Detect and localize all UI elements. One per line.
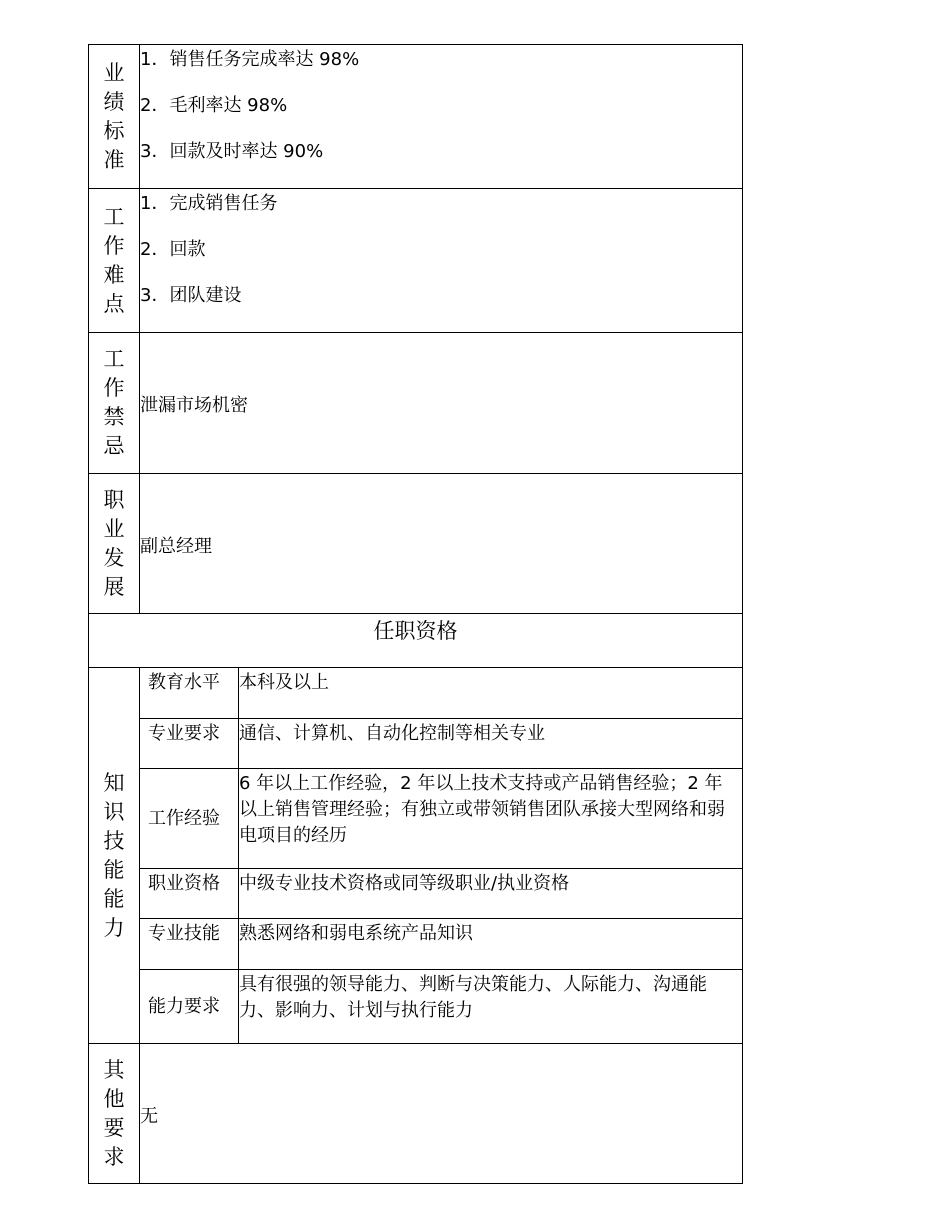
difficulties-items bbox=[140, 189, 742, 332]
career-value: 副总经理 bbox=[140, 535, 212, 557]
other-label: 其他要求 bbox=[103, 1057, 125, 1169]
skills-row-label: 专业要求 bbox=[140, 719, 239, 768]
other-row bbox=[89, 1043, 742, 1183]
performance-label: 业绩标准 bbox=[103, 60, 125, 172]
other-value: 无 bbox=[140, 1105, 158, 1127]
skills-table bbox=[140, 668, 742, 1043]
skills-table-row bbox=[140, 718, 742, 768]
performance-item: 1．销售任务完成率达 98% bbox=[140, 49, 360, 70]
career-row bbox=[89, 473, 742, 613]
skills-row-value: 通信、计算机、自动化控制等相关专业 bbox=[239, 723, 545, 744]
skills-label-cell bbox=[89, 668, 140, 1043]
other-label-cell bbox=[89, 1044, 140, 1183]
taboos-value-cell bbox=[140, 333, 742, 473]
performance-label-cell bbox=[89, 45, 140, 188]
difficulties-label-cell bbox=[89, 189, 140, 332]
other-value-cell bbox=[140, 1044, 742, 1183]
skills-row-label: 工作经验 bbox=[140, 769, 239, 868]
performance-item: 2．毛利率达 98% bbox=[140, 95, 288, 116]
skills-row-value: 本科及以上 bbox=[239, 672, 329, 693]
taboos-label-cell bbox=[89, 333, 140, 473]
career-label: 职业发展 bbox=[103, 487, 125, 599]
skills-row-value: 中级专业技术资格或同等级职业/执业资格 bbox=[239, 873, 570, 894]
taboos-row bbox=[89, 332, 742, 473]
skills-row-label: 能力要求 bbox=[140, 970, 239, 1043]
skills-table-row bbox=[140, 668, 742, 718]
difficulties-item: 2．回款 bbox=[140, 239, 206, 260]
skills-row-label: 职业资格 bbox=[140, 869, 239, 918]
career-value-cell bbox=[140, 474, 742, 613]
performance-items bbox=[140, 45, 742, 188]
qualifications-title: 任职资格 bbox=[89, 613, 742, 667]
taboos-label: 工作禁忌 bbox=[103, 347, 125, 458]
difficulties-item: 1．完成销售任务 bbox=[140, 193, 278, 214]
skills-row bbox=[89, 667, 742, 1043]
skills-label: 知识技能能力 bbox=[103, 770, 125, 940]
skills-row-label: 专业技能 bbox=[140, 919, 239, 969]
performance-row bbox=[89, 45, 742, 188]
skills-table-row bbox=[140, 768, 742, 868]
difficulties-label: 工作难点 bbox=[103, 204, 125, 316]
difficulties-item: 3．团队建设 bbox=[140, 285, 242, 306]
taboos-value: 泄漏市场机密 bbox=[140, 395, 248, 416]
difficulties-row bbox=[89, 188, 742, 332]
skills-table-row bbox=[140, 969, 742, 1043]
performance-item: 3．回款及时率达 90% bbox=[140, 141, 324, 162]
skills-row-value: 具有很强的领导能力、判断与决策能力、人际能力、沟通能力、影响力、计划与执行能力 bbox=[239, 974, 707, 1021]
job-description-table bbox=[88, 44, 743, 1184]
skills-row-value: 熟悉网络和弱电系统产品知识 bbox=[239, 923, 473, 944]
career-label-cell bbox=[89, 474, 140, 613]
skills-row-label: 教育水平 bbox=[140, 668, 239, 718]
skills-row-value: 6 年以上工作经验，2 年以上技术支持或产品销售经验；2 年以上销售管理经验；有独立或带领销售团队承接大型网络和弱电项目的经历 bbox=[239, 773, 725, 846]
skills-table-row bbox=[140, 918, 742, 969]
skills-table-row bbox=[140, 868, 742, 918]
